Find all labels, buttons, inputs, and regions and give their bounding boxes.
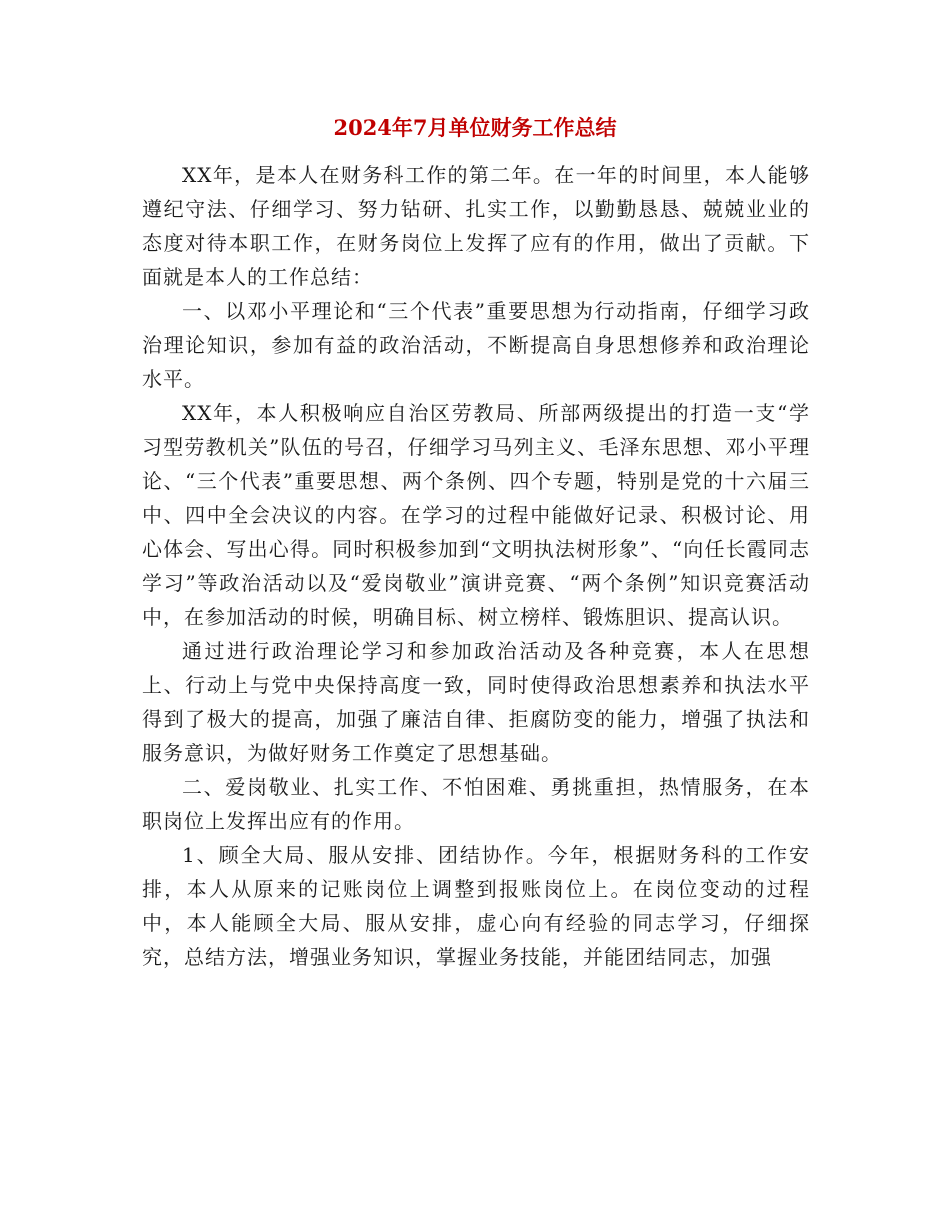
paragraph-results: 通过进行政治理论学习和参加政治活动及各种竞赛，本人在思想上、行动上与党中央保持高度一致，同时使得政治思想素养和执法水平得到了极大的提高，加强了廉洁自律、拒腐防变的能力，增强了执法和服务意识，为做好财务工作奠定了思想基础。: [142, 639, 810, 765]
paragraph-item-one: 1、顾全大局、服从安排、团结协作。今年，根据财务科的工作安排，本人从原来的记账岗位上调整到报账岗位上。在岗位变动的过程中，本人能顾全大局、服从安排，虚心向有经验的同志学习，仔细探究，总结方法，增强业务知识，掌握业务技能，并能团结同志，加强: [142, 843, 810, 969]
paragraph-section-one: 一、以邓小平理论和“三个代表”重要思想为行动指南，仔细学习政治理论知识，参加有益的政治活动，不断提高自身思想修养和政治理论水平。: [142, 299, 810, 391]
document-title: 2024年7月单位财务工作总结: [333, 115, 617, 140]
paragraph-intro: XX年，是本人在财务科工作的第二年。在一年的时间里，本人能够遵纪守法、仔细学习、努力钻研、扎实工作，以勤勤恳恳、兢兢业业的态度对待本职工作，在财务岗位上发挥了应有的作用，做出了贡献。下面就是本人的工作总结：: [142, 163, 810, 289]
paragraph-study: XX年，本人积极响应自治区劳教局、所部两级提出的打造一支“学习型劳教机关”队伍的号召，仔细学习马列主义、毛泽东思想、邓小平理论、“三个代表”重要思想、两个条例、四个专题，特别是党的十六届三中、四中全会决议的内容。在学习的过程中能做好记录、积极讨论、用心体会、写出心得。同时积极参加到“文明执法树形象”、“向任长霞同志学习”等政治活动以及“爱岗敬业”演讲竞赛、“两个条例”知识竞赛活动中，在参加活动的时候，明确目标、树立榜样、锻炼胆识、提高认识。: [142, 401, 810, 629]
document-body: [142, 158, 810, 974]
paragraph-section-two: 二、爱岗敬业、扎实工作、不怕困难、勇挑重担，热情服务，在本职岗位上发挥出应有的作用。: [142, 775, 810, 833]
